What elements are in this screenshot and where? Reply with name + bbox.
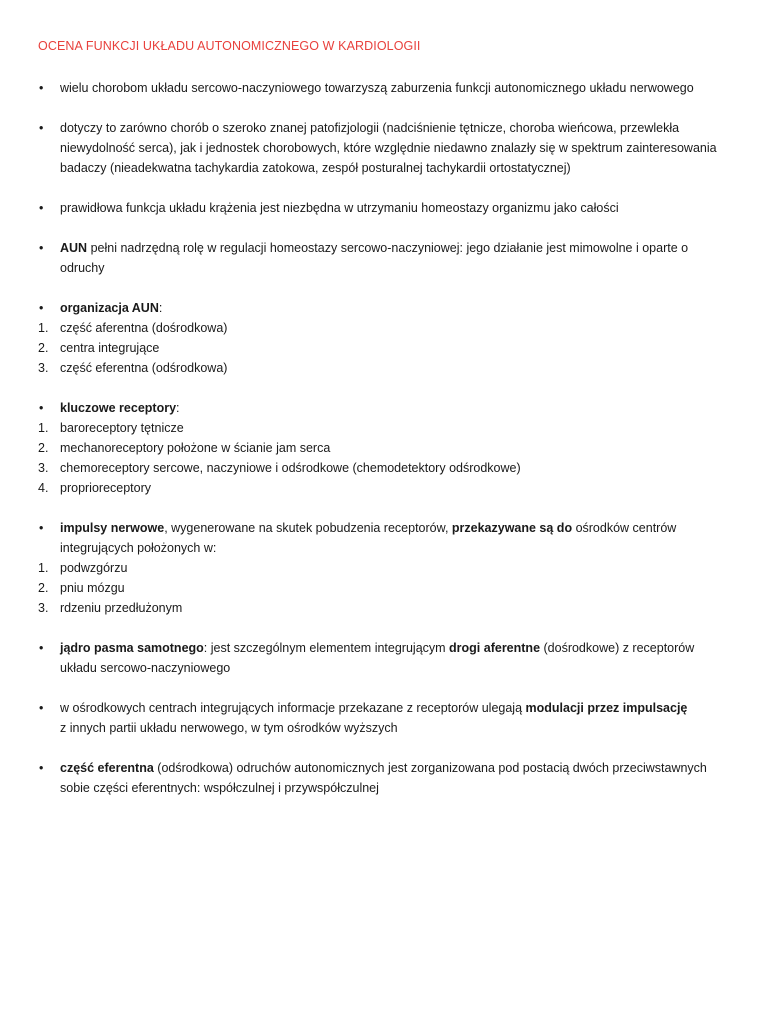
- bullet-text: [60, 778, 379, 798]
- bullet-continuation-line: [0, 778, 768, 798]
- list-number: 1.: [38, 421, 49, 435]
- text-run: ośrodków centrów: [572, 521, 677, 535]
- list-item-text: pniu mózgu: [60, 581, 125, 595]
- text-run: wielu chorobom układu sercowo-naczyniowego towarzyszą zaburzenia funkcji autonomicznego układu nerwowego: [60, 81, 694, 95]
- list-item-text: podwzgórzu: [60, 561, 128, 575]
- numbered-list-item: [0, 478, 768, 498]
- bullet-line: [0, 758, 768, 778]
- bullet-line: [0, 238, 768, 258]
- text-run: prawidłowa funkcja układu krążenia jest niezbędna w utrzymaniu homeostazy organizmu jako całości: [60, 201, 619, 215]
- numbered-list-item: [0, 598, 768, 618]
- bullet-text: [60, 238, 748, 258]
- bullet-marker: •: [39, 401, 44, 415]
- text-run: z innych partii układu nerwowego, w tym ośrodków wyższych: [60, 721, 398, 735]
- bullet-text: [60, 518, 748, 538]
- bullet-line: [0, 198, 768, 218]
- bullet-text: [60, 78, 748, 98]
- text-run: układu sercowo-naczyniowego: [60, 661, 231, 675]
- text-run: sobie części eferentnych: współczulnej i przywspółczulnej: [60, 781, 379, 795]
- bullet-line: [0, 398, 768, 418]
- bold-term: impulsy nerwowe: [60, 521, 165, 535]
- bullet-text: [60, 658, 230, 678]
- list-number: 3.: [38, 361, 49, 375]
- bullet-marker: •: [39, 81, 44, 95]
- numbered-list-item: [0, 558, 768, 578]
- numbered-list-item: [0, 578, 768, 598]
- numbered-list-item: [0, 338, 768, 358]
- bullet-marker: •: [39, 121, 44, 135]
- bold-term: drogi aferentne: [449, 641, 541, 655]
- bullet-marker: •: [39, 701, 44, 715]
- list-number: 3.: [38, 461, 49, 475]
- list-item-text: część eferentna (odśrodkowa): [60, 361, 228, 375]
- bullet-section: [0, 298, 768, 378]
- list-item-text: chemoreceptory sercowe, naczyniowe i odśrodkowe (chemodetektory odśrodkowe): [60, 461, 521, 475]
- bullet-section: [0, 698, 768, 738]
- bullet-section: [0, 518, 768, 618]
- list-item-text: proprioreceptory: [60, 481, 152, 495]
- bold-term: AUN: [60, 241, 88, 255]
- text-run: pełni nadrzędną rolę w regulacji homeostazy sercowo-naczyniowej: jego działanie jest mimowolne i oparte o: [87, 241, 689, 255]
- bullet-continuation-line: [0, 138, 768, 158]
- bullet-line: [0, 698, 768, 718]
- list-number: 3.: [38, 601, 49, 615]
- list-number: 2.: [38, 341, 49, 355]
- bullet-section: [0, 118, 768, 178]
- text-run: dotyczy to zarówno chorób o szeroko znanej patofizjologii (nadciśnienie tętnicze, choroba wieńcowa, przewlekła: [60, 121, 680, 135]
- bullet-text: [60, 198, 748, 218]
- bullet-marker: •: [39, 761, 44, 775]
- numbered-list-item: [0, 438, 768, 458]
- text-run: , wygenerowane na skutek pobudzenia receptorów,: [164, 521, 452, 535]
- bold-term: część eferentna: [60, 761, 154, 775]
- bullet-section: [0, 398, 768, 498]
- bullet-continuation-line: [0, 258, 768, 278]
- bold-term: kluczowe receptory: [60, 401, 177, 415]
- bold-term: przekazywane są do: [451, 521, 573, 535]
- document-title: OCENA FUNKCJI UKŁADU AUTONOMICZNEGO W KARDIOLOGII: [38, 39, 421, 53]
- bullet-marker: •: [39, 301, 44, 315]
- numbered-list-item: [0, 358, 768, 378]
- text-run: badaczy (nieadekwatna tachykardia zatokowa, zespół posturalnej tachykardii ortostatycznej): [60, 161, 571, 175]
- bullet-continuation-line: [0, 658, 768, 678]
- bullet-marker: •: [39, 641, 44, 655]
- bullet-section: [0, 198, 768, 218]
- text-run: w ośrodkowych centrach integrujących informacje przekazane z receptorów ulegają: [60, 701, 526, 715]
- bullet-text: [60, 118, 748, 138]
- bullet-text: [60, 258, 104, 278]
- bold-term: organizacja AUN: [60, 301, 159, 315]
- bullet-text: [60, 138, 717, 158]
- list-item-text: mechanoreceptory położone w ścianie jam serca: [60, 441, 331, 455]
- numbered-list-item: [0, 458, 768, 478]
- bullet-marker: •: [39, 521, 44, 535]
- list-number: 2.: [38, 581, 49, 595]
- bullet-line: [0, 638, 768, 658]
- text-run: odruchy: [60, 261, 105, 275]
- bullet-text: [60, 718, 398, 738]
- text-run: niewydolność serca), jak i jednostek chorobowych, które względnie niedawno znalazły się w spektrum zainteresowania: [60, 141, 717, 155]
- bullet-text: [60, 398, 748, 418]
- bold-term: jądro pasma samotnego: [60, 641, 204, 655]
- bullet-marker: •: [39, 241, 44, 255]
- list-number: 1.: [38, 321, 49, 335]
- numbered-list-item: [0, 318, 768, 338]
- bullet-section: [0, 78, 768, 98]
- bullet-text: [60, 298, 748, 318]
- bullet-section: [0, 238, 768, 278]
- text-run: : jest szczególnym elementem integrującym: [203, 641, 450, 655]
- list-item-text: centra integrujące: [60, 341, 160, 355]
- bullet-text: [60, 698, 748, 718]
- numbered-list-item: [0, 418, 768, 438]
- bullet-line: [0, 118, 768, 138]
- list-number: 2.: [38, 441, 49, 455]
- bullet-line: [0, 78, 768, 98]
- list-item-text: rdzeniu przedłużonym: [60, 601, 183, 615]
- bold-term: modulacji przez impulsację: [525, 701, 688, 715]
- bullet-continuation-line: [0, 538, 768, 558]
- bullet-text: [60, 758, 748, 778]
- bullet-marker: •: [39, 201, 44, 215]
- bullet-text: [60, 158, 571, 178]
- text-run: :: [176, 401, 180, 415]
- bullet-text: [60, 638, 748, 658]
- bullet-line: [0, 518, 768, 538]
- bullet-line: [0, 298, 768, 318]
- bullet-section: [0, 758, 768, 798]
- bullet-text: [60, 538, 216, 558]
- bullet-continuation-line: [0, 158, 768, 178]
- bullet-continuation-line: [0, 718, 768, 738]
- list-item-text: część aferentna (dośrodkowa): [60, 321, 228, 335]
- text-run: (odśrodkowa) odruchów autonomicznych jest zorganizowana pod postacią dwóch przeciwstawnych: [153, 761, 707, 775]
- text-run: :: [158, 301, 163, 315]
- text-run: (dośrodkowe) z receptorów: [540, 641, 695, 655]
- list-item-text: baroreceptory tętnicze: [60, 421, 184, 435]
- list-number: 4.: [38, 481, 49, 495]
- list-number: 1.: [38, 561, 49, 575]
- bullet-section: [0, 638, 768, 678]
- text-run: integrujących położonych w:: [60, 541, 217, 555]
